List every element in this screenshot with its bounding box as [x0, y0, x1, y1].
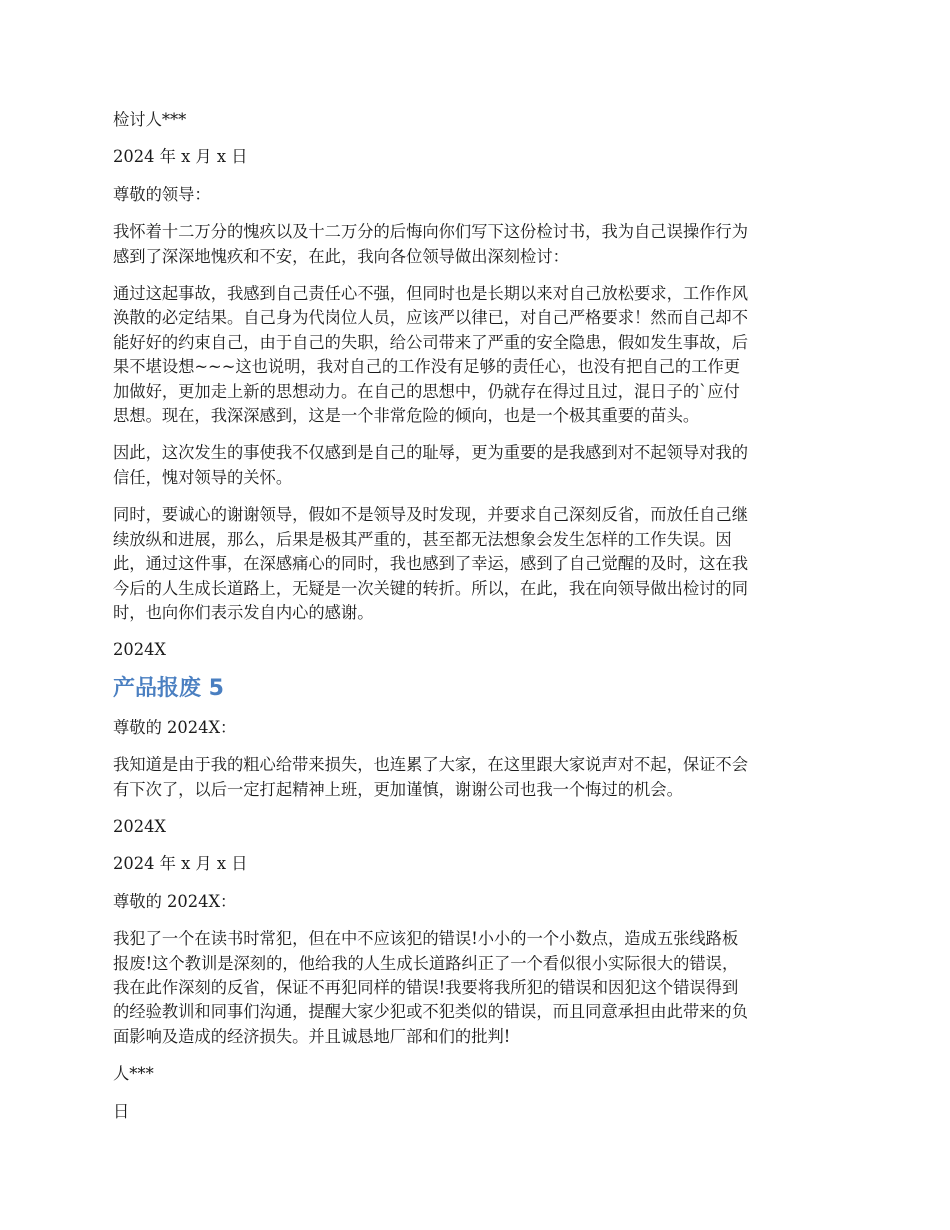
signature-line-2: 人*** — [113, 1064, 154, 1084]
salutation-2: 尊敬的 2024X： — [113, 717, 237, 737]
body-paragraph-2: 通过这起事故，我感到自己责任心不强，但同时也是长期以来对自己放松要求，工作作风 涣散的必定结果。自己身为代岗位人员，应该严以律已，对自己严格要求！然而自己却不 能好好的约束自己，由于自己的失职，给公司带来了严重的安全隐患，假如发生事故，后 果不堪设想~~~这也说明，我对自己的工作没有足够的责任心，也没有把自己的工作更 加做好，更加走上新的思想动力。在自己的思想中，仍就存在得过且过，混日子的`应付 思想。现在，我深深感到，这是一个非常危险的倾向，也是一个极其重要的苗头。 — [113, 284, 748, 426]
body-paragraph-5: 我知道是由于我的粗心给带来损失，也连累了大家，在这里跟大家说声对不起，保证不会 有下次了，以后一定打起精神上班，更加谨慎，谢谢公司也我一个悔过的机会。 — [113, 755, 748, 799]
body-paragraph-4: 同时，要诚心的谢谢领导，假如不是领导及时发现，并要求自己深刻反省，而放任自己继 续放纵和进展，那么，后果是极其严重的，甚至都无法想象会发生怎样的工作失误。因 此，通过这件事，在深感痛心的同时，我也感到了幸运，感到了自己觉醒的及时，这在我 今后的人生成长道路上，无疑是一次关键的转折。所以，在此，我在向领导做出检讨的同 时，也向你们表示发自内心的感谢。 — [113, 505, 748, 622]
body-paragraph-1: 我怀着十二万分的愧疚以及十二万分的后悔向你们写下这份检讨书，我为自己误操作行为 感到了深深地愧疚和不安，在此，我向各位领导做出深刻检讨： — [113, 222, 748, 266]
salutation-1: 尊敬的领导： — [113, 184, 211, 204]
document-page — [113, 108, 841, 1124]
body-paragraph-3: 因此，这次发生的事使我不仅感到是自己的耻辱，更为重要的是我感到对不起领导对我的 信任，愧对领导的关怀。 — [113, 443, 748, 487]
date-line-1: 2024 年 x 月 x 日 — [113, 147, 248, 167]
section-heading: 产品报废 5 — [113, 675, 224, 701]
closing-line-2: 2024X — [113, 816, 167, 836]
closing-line-1: 2024X — [113, 640, 167, 660]
date-line-3: 日 — [113, 1101, 130, 1121]
date-line-2: 2024 年 x 月 x 日 — [113, 854, 248, 874]
salutation-3: 尊敬的 2024X： — [113, 891, 237, 911]
body-paragraph-6: 我犯了一个在读书时常犯，但在中不应该犯的错误!小小的一个小数点，造成五张线路板 报废!这个教训是深刻的，他给我的人生成长道路纠正了一个看似很小实际很大的错误， 我在此作深刻的反省，保证不再犯同样的错误!我要将我所犯的错误和因犯这个错误得到 的经验教训和同事们沟通，提醒大家少犯或不犯类似的错误，而且同意承担由此带来的负 面影响及造成的经济损失。并且诚恳地厂部和们的批判! — [113, 929, 748, 1046]
signature-line-1: 检讨人*** — [113, 110, 187, 129]
